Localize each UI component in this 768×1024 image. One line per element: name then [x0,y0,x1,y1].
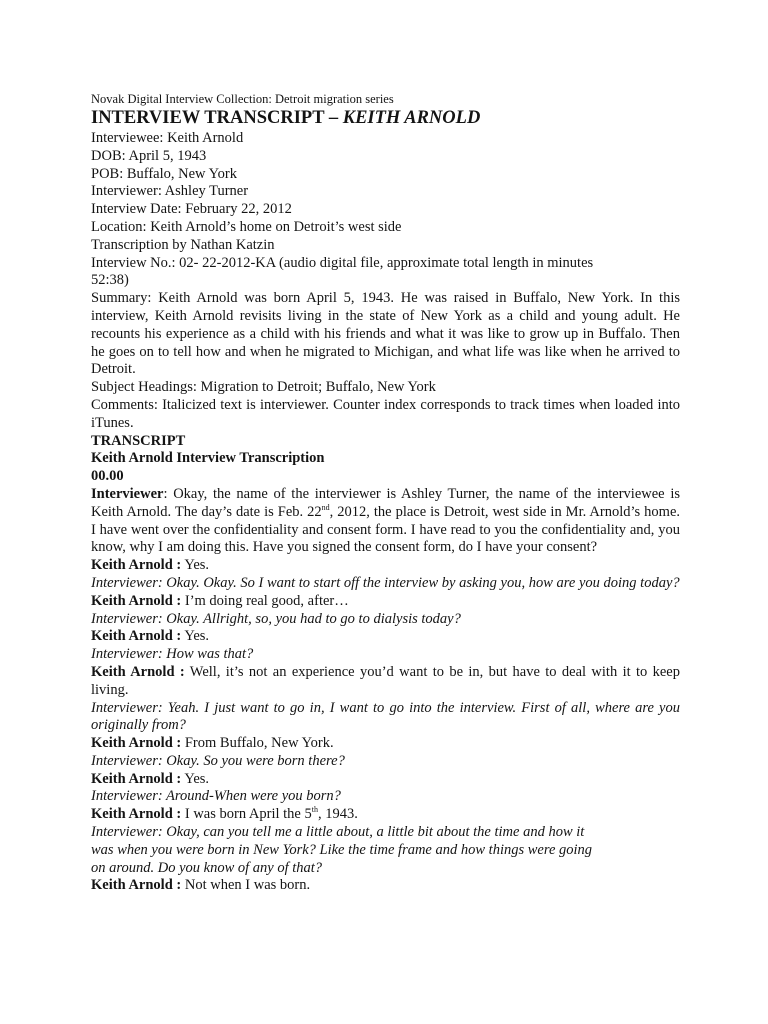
answer-8: Keith Arnold : Not when I was born. [91,877,311,894]
speaker-label: Keith Arnold : [91,628,182,645]
comments-paragraph: Comments: Italicized text is interviewer. Counter index corresponds to track times when loaded into iTunes. [91,396,680,431]
document-title [91,108,680,129]
answer-7: Keith Arnold : I was born April the 5th, 1943. [91,805,358,823]
answer-4: Keith Arnold : Well, it’s not an experience you’d want to be in, but have to deal with it to keep living. [91,663,680,698]
answer-3: Keith Arnold : Yes. [91,628,210,645]
question-5: Interviewer: Okay. So you were born there? [91,752,345,769]
interview-number-line-1: Interview No.: 02- 22-2012-KA (audio digital file, approximate total length in minutes [91,254,594,271]
summary-paragraph: Summary: Keith Arnold was born April 5, 1943. He was raised in Buffalo, New York. In this interview, Keith Arnold revisits living in the state of New York as a child and young adult. He recounts his experience as a child with his friends and what it was like to grow up in Buffalo. Then he goes on to tell how and when he migrated to Michigan, and what life was like when he arrived to Detroit. [91,290,680,378]
pob-line: POB: Buffalo, New York [91,165,237,182]
dob-line: DOB: April 5, 1943 [91,147,207,164]
question-6: Interviewer: Around-When were you born? [91,788,341,805]
question-2: Interviewer: Okay. Allright, so, you had to go to dialysis today? [91,610,461,627]
interview-number-line-2: 52:38) [91,272,129,289]
interviewer-line: Interviewer: Ashley Turner [91,183,249,200]
subject-headings: Subject Headings: Migration to Detroit; Buffalo, New York [91,379,436,396]
question-7: Interviewer: Okay, can you tell me a little about, a little bit about the time and how it was when you were born in New York? Like the time frame and how things were going on around. Do you know of any of that? [91,824,593,876]
answer-2: Keith Arnold : I’m doing real good, after… [91,592,349,609]
title-name: KEITH ARNOLD [342,108,481,128]
title-prefix: INTERVIEW TRANSCRIPT – [91,108,343,128]
date-superscript: th [311,805,318,815]
transcription-line: Transcription by Nathan Katzin [91,236,275,253]
speaker-label: Interviewer [91,485,164,502]
transcript-subheading: Keith Arnold Interview Transcription [91,450,325,467]
speaker-label: Keith Arnold : [91,663,185,680]
question-3: Interviewer: How was that? [91,646,254,663]
question-1: Interviewer: Okay. Okay. So I want to start off the interview by asking you, how are you doing today? [91,574,680,591]
timestamp: 00.00 [91,468,124,485]
speaker-label: Keith Arnold : [91,770,182,787]
interview-date-line: Interview Date: February 22, 2012 [91,201,292,218]
speaker-label: Keith Arnold : [91,592,182,609]
speaker-label: Keith Arnold : [91,557,182,574]
answer-5: Keith Arnold : From Buffalo, New York. [91,735,334,752]
intro-text-a: : Okay, the name of the interviewer is Ashley Turner, the name of the interviewee is Keith Arnold. The day’s date is Feb. 22 [91,485,680,520]
intro-text-b: , 2012, the place is Detroit, west side in Mr. Arnold’s home. I have went over the confidentiality and consent form. I have read to you the confidentiality and, you know, why I am doing this. Have you signed the consent form, do I have your consent? [91,503,681,556]
interviewee-line: Interviewee: Keith Arnold [91,130,244,146]
intro-superscript: nd [321,502,330,512]
location-line: Location: Keith Arnold’s home on Detroit’s west side [91,218,402,235]
speaker-label: Keith Arnold : [91,735,182,752]
speaker-label: Keith Arnold : [91,806,182,823]
answer-6: Keith Arnold : Yes. [91,770,210,787]
answer-1: Keith Arnold : Yes. [91,557,210,574]
transcript-heading: TRANSCRIPT [91,432,186,449]
collection-name: Novak Digital Interview Collection: Detroit migration series [91,92,394,106]
interviewer-intro [91,486,680,557]
speaker-label: Keith Arnold : [91,877,182,894]
question-4: Interviewer: Yeah. I just want to go in, I want to go into the interview. First of all, where are you originally from? [91,699,680,734]
